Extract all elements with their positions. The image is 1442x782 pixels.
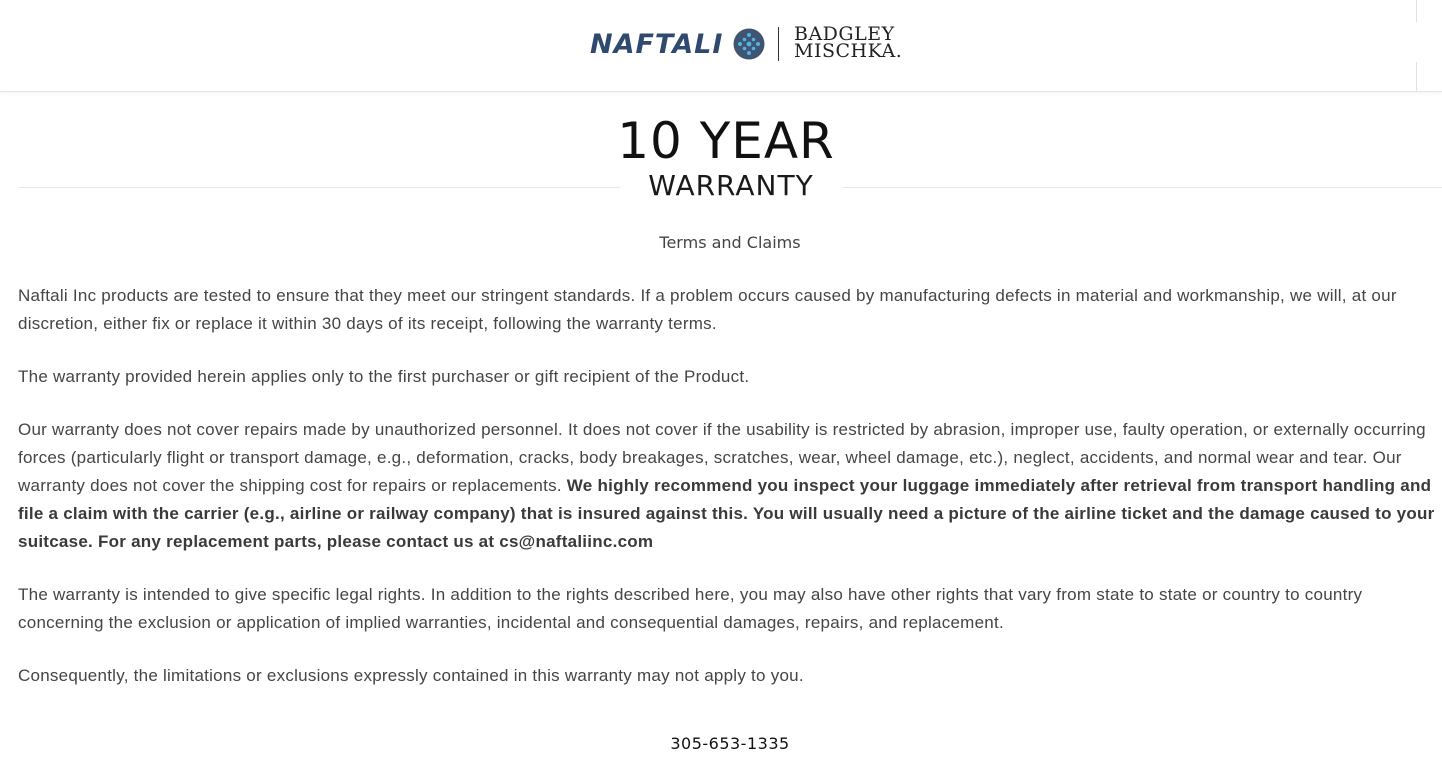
page-title: 10 YEAR xyxy=(617,112,835,170)
paragraph-legal-rights: The warranty is intended to give specific legal rights. In addition to the rights described here, you may also have other rights that vary from state to state or country to country concerning the exclusion or application of implied warranties, incidental and consequential damages, repairs, and replacement. xyxy=(18,585,1363,632)
dot-cluster-circle-icon xyxy=(733,28,765,60)
paragraph-first-purchaser: The warranty provided herein applies only to the first purchaser or gift recipient of the Product. xyxy=(18,367,750,386)
paragraph-limitations: Consequently, the limitations or exclusions expressly contained in this warranty may not apply to you. xyxy=(18,666,804,685)
site-header xyxy=(0,0,1442,92)
naftali-wordmark: NAFTALI xyxy=(590,29,724,60)
header-edge-line xyxy=(1416,62,1417,92)
exclusions-text: Our warranty does not cover repairs made by unauthorized personnel. It does not cover if the usability is restricted by abrasion, improper use, faulty operation, or externally occurring forces (particularly flight or transport damage, e.g., deformation, cracks, body breakages, scratches, wear, wheel damage, etc.), neglect, accidents, and normal wear and tear. Our warranty does not cover the shipping cost for repairs or replacements. xyxy=(18,420,1426,495)
paragraph-exclusions xyxy=(18,416,1436,556)
section-subtitle: Terms and Claims xyxy=(659,233,801,252)
paragraph-manufacturing-defects: Naftali Inc products are tested to ensure that they meet our stringent standards. If a problem occurs caused by manufacturing defects in material and workmanship, we will, at our discretion, either fix or replace it within 30 days of its receipt, following the warranty terms. xyxy=(18,286,1397,333)
page-title-sub: WARRANTY xyxy=(648,169,814,202)
claim-recommendation: We highly recommend you inspect your luggage immediately after retrieval from transport handling and file a claim with the carrier (e.g., airline or railway company) that is insured against this. You will usually need a picture of the airline ticket and the damage caused to your suitcase. For any replacement parts, please contact us at cs@naftaliinc.com xyxy=(18,476,1435,551)
warranty-terms xyxy=(18,282,1436,715)
header-edge-line xyxy=(1416,0,1417,22)
phone-number[interactable]: 305-653-1335 xyxy=(670,734,790,753)
brand-logo-link[interactable] xyxy=(590,22,910,66)
mischka-wordmark-line: MISCHKA. xyxy=(794,40,903,62)
badgley-wordmark-line: BADGLEY xyxy=(794,23,895,45)
badgley-mischka-wordmark xyxy=(794,23,903,62)
logo-divider xyxy=(778,27,779,61)
